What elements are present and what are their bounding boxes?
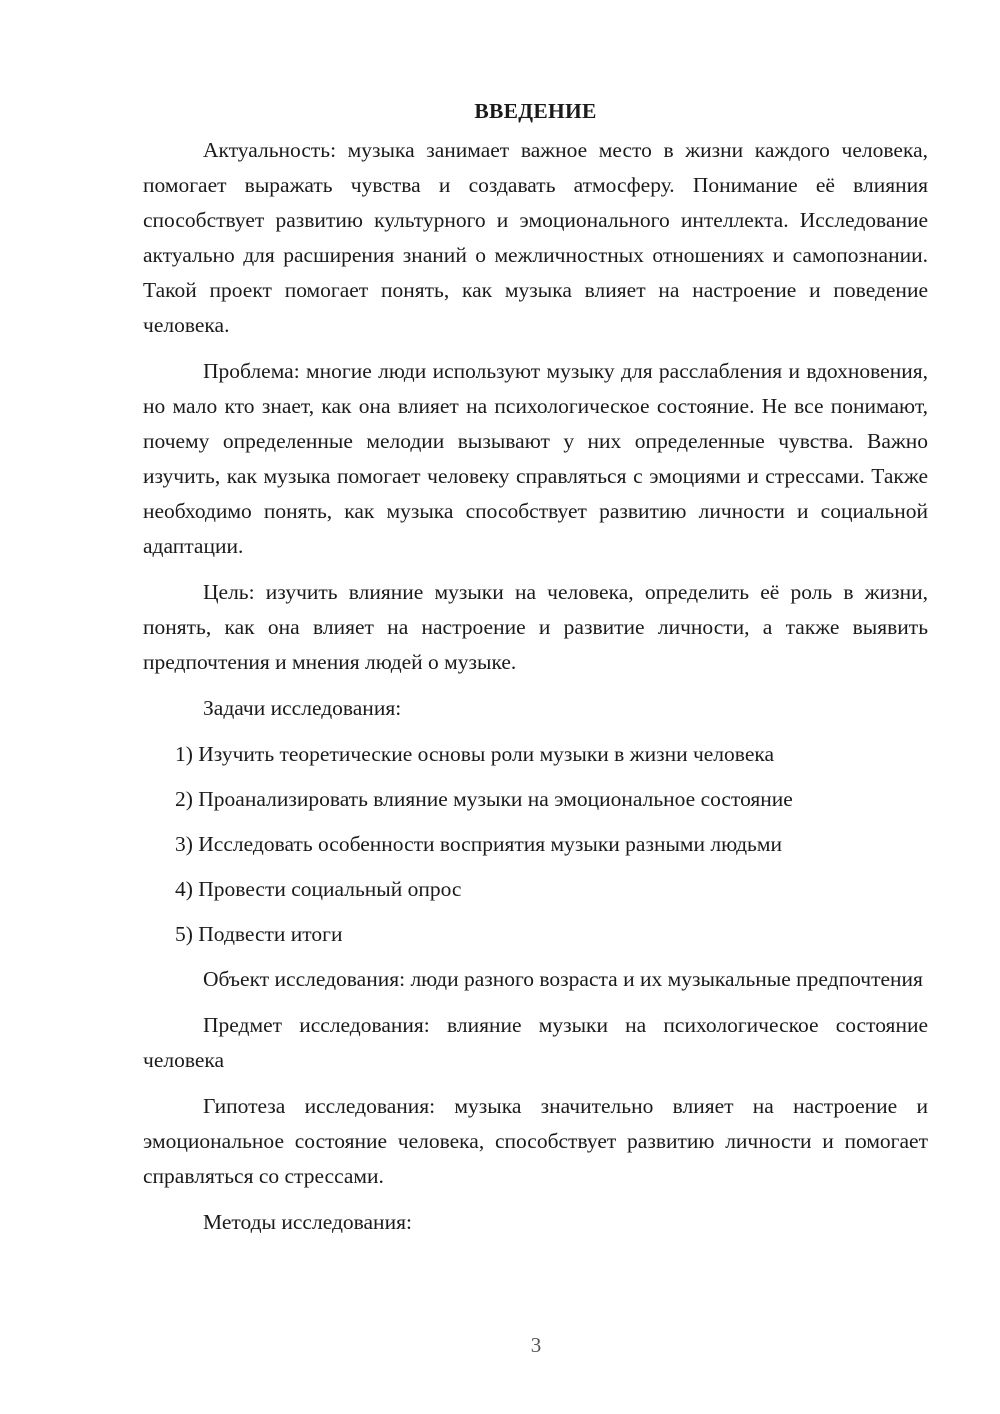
- paragraph-subject: Предмет исследования: влияние музыки на психологическое состояние человека: [143, 1013, 928, 1072]
- page-number: 3: [530, 1333, 542, 1357]
- task-item: 2) Проанализировать влияние музыки на эмоциональное состояние: [175, 787, 793, 811]
- paragraph-relevance: Актуальность: музыка занимает важное место в жизни каждого человека, помогает выражать чувства и создавать атмосферу. Понимание её влияния способствует развитию культурного и эмоционального интеллекта. Исследование актуально для расширения знаний о межличностных отношениях и самопознании. Такой проект помогает понять, как музыка влияет на настроение и поведение человека.: [143, 138, 928, 337]
- paragraph-object: Объект исследования: люди разного возраста и их музыкальные предпочтения: [203, 967, 923, 991]
- paragraph-tasks-title: Задачи исследования:: [203, 696, 402, 720]
- task-list: [143, 737, 928, 952]
- paragraph-problem: Проблема: многие люди используют музыку для расслабления и вдохновения, но мало кто знает, как она влияет на психологическое состояние. Не все понимают, почему определенные мелодии вызывают у них определенные чувства. Важно изучить, как музыка помогает человеку справляться с эмоциями и стрессами. Также необходимо понять, как музыка способствует развитию личности и социальной адаптации.: [143, 359, 928, 558]
- task-item: 4) Провести социальный опрос: [175, 877, 462, 901]
- section-heading: ВВЕДЕНИЕ: [474, 99, 597, 123]
- document-page: [143, 94, 928, 1240]
- paragraph-methods-title: Методы исследования:: [203, 1210, 412, 1234]
- task-item: 1) Изучить теоретические основы роли музыки в жизни человека: [175, 742, 775, 766]
- task-item: 5) Подвести итоги: [175, 922, 343, 946]
- paragraph-goal: Цель: изучить влияние музыки на человека, определить её роль в жизни, понять, как она влияет на настроение и развитие личности, а также выявить предпочтения и мнения людей о музыке.: [143, 580, 928, 674]
- task-item: 3) Исследовать особенности восприятия музыки разными людьми: [175, 832, 782, 856]
- paragraph-hypothesis: Гипотеза исследования: музыка значительно влияет на настроение и эмоциональное состояние человека, способствует развитию личности и помогает справляться со стрессами.: [143, 1094, 928, 1188]
